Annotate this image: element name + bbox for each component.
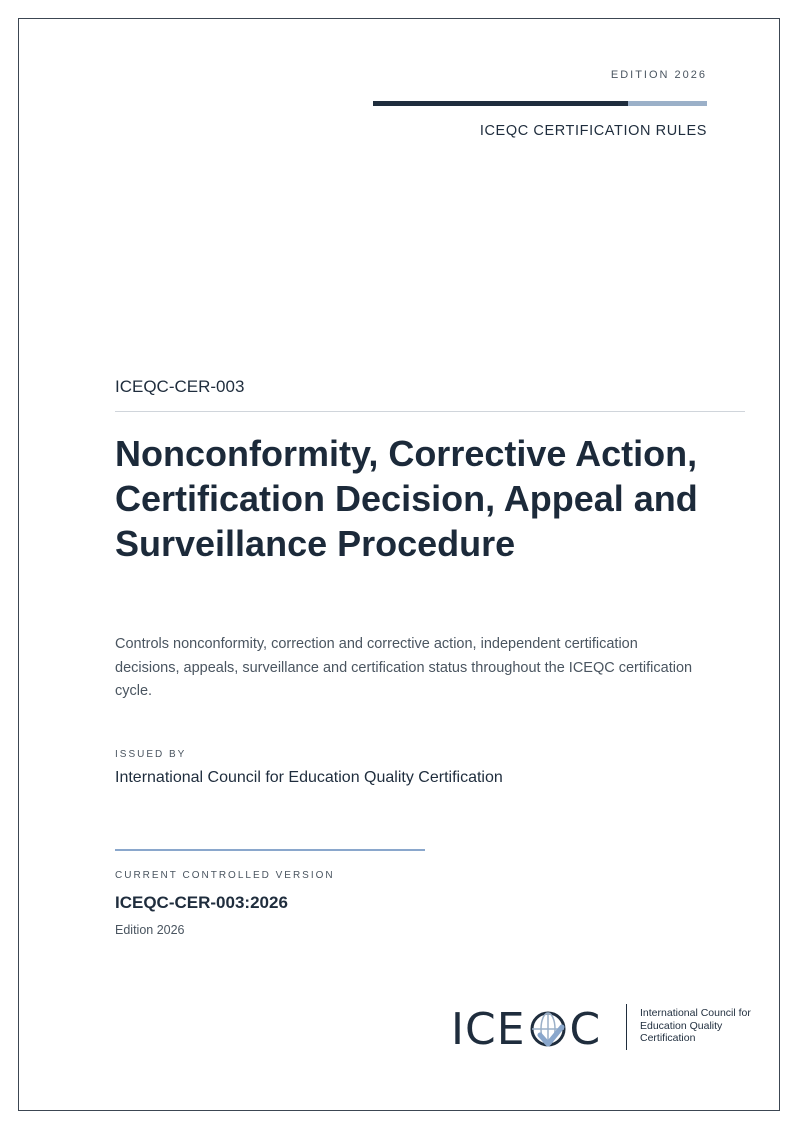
logo-text bbox=[640, 1007, 751, 1045]
logo-wordmark-prefix: ICE bbox=[451, 1003, 526, 1055]
header-rule-bar bbox=[373, 101, 707, 106]
issuer-name: International Council for Education Quality Certification bbox=[115, 769, 503, 786]
logo-wordmark-suffix: C bbox=[569, 1003, 602, 1055]
cover-page bbox=[18, 18, 780, 1111]
document-title: Nonconformity, Corrective Action, Certification Decision, Appeal and Surveillance Procedure bbox=[115, 433, 698, 564]
globe-check-icon bbox=[528, 1007, 568, 1051]
version-label: CURRENT CONTROLLED VERSION bbox=[115, 870, 335, 881]
header-rule-light bbox=[628, 101, 707, 106]
issued-by-label: ISSUED BY bbox=[115, 749, 187, 760]
document-code: ICEQC-CER-003 bbox=[115, 377, 245, 396]
header-rule-dark bbox=[373, 101, 628, 106]
iceqc-logo bbox=[451, 999, 751, 1059]
logo-text-line-1: International Council for bbox=[640, 1007, 751, 1019]
logo-text-line-3: Certification bbox=[640, 1032, 696, 1044]
logo-text-line-2: Education Quality bbox=[640, 1019, 723, 1032]
version-edition: Edition 2026 bbox=[115, 923, 185, 937]
document-summary: Controls nonconformity, correction and corrective action, independent certification decisions, appeals, surveillance and certification status throughout the ICEQC certification cycle. bbox=[115, 636, 693, 699]
edition-label: EDITION 2026 bbox=[610, 69, 707, 81]
version-code: ICEQC-CER-003:2026 bbox=[115, 893, 288, 912]
series-label: ICEQC CERTIFICATION RULES bbox=[479, 123, 707, 139]
code-divider bbox=[115, 411, 745, 412]
logo-wordmark bbox=[451, 999, 601, 1059]
version-divider bbox=[115, 849, 425, 851]
logo-separator bbox=[626, 1004, 627, 1050]
